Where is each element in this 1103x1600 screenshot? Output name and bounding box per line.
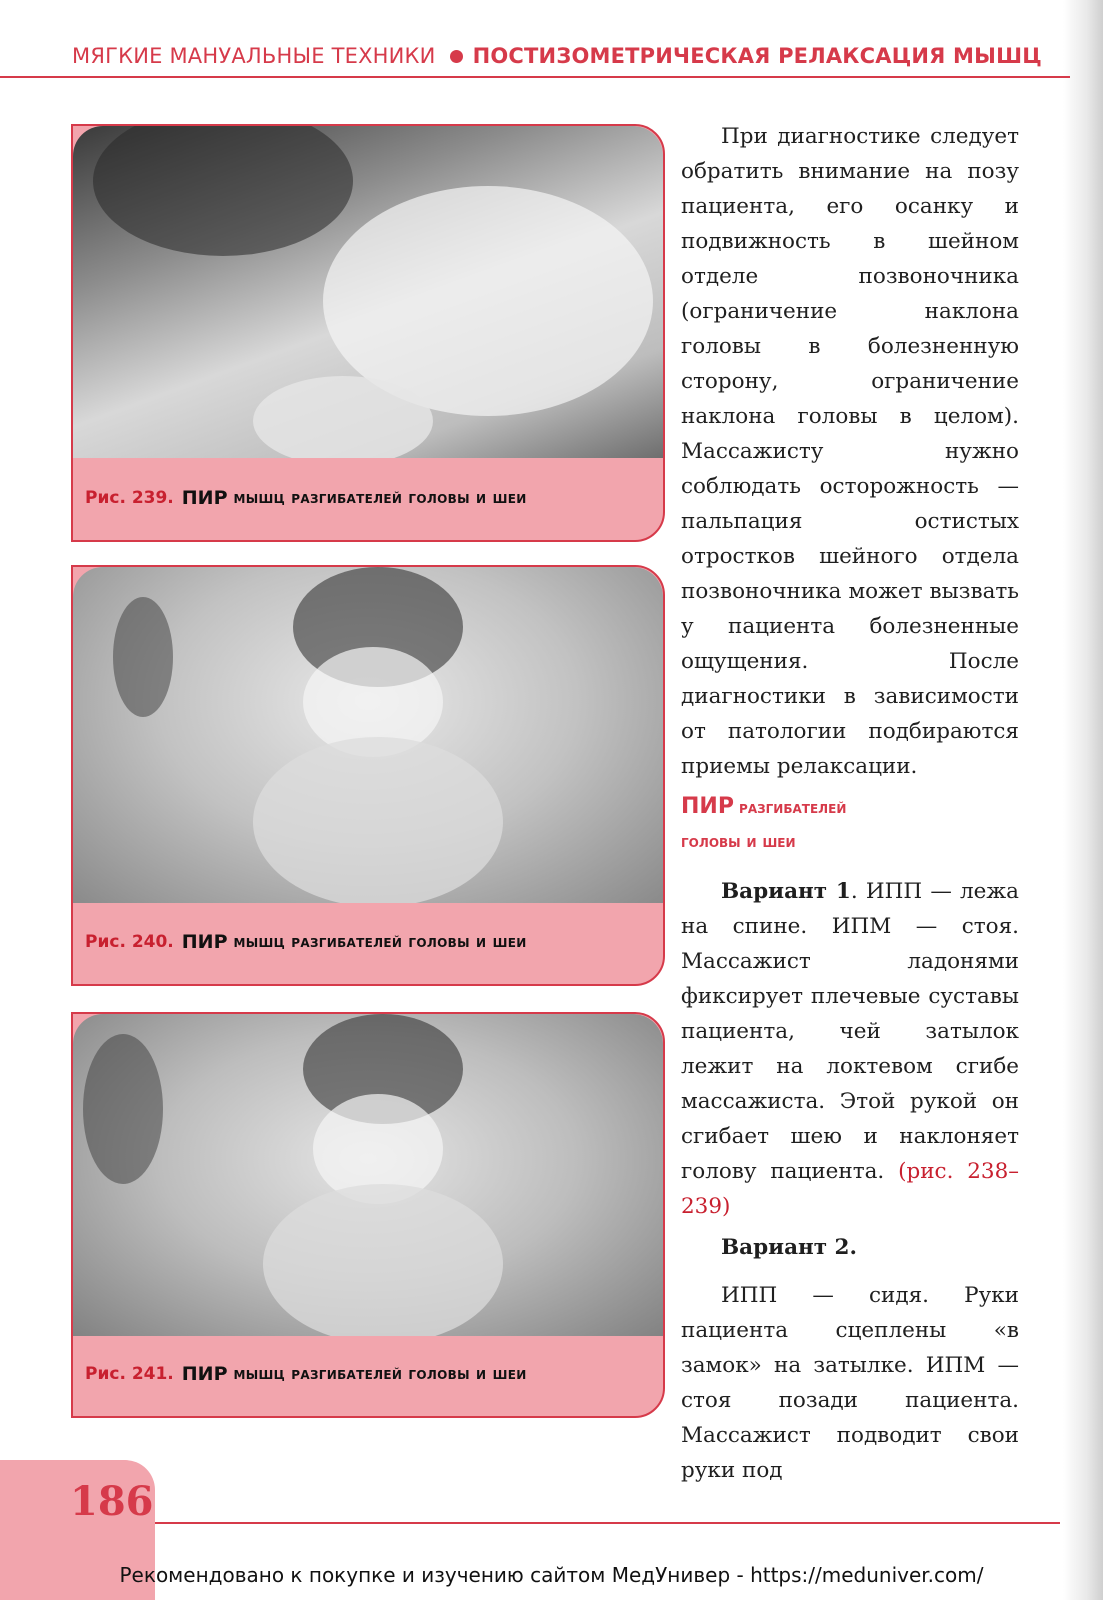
header-rule — [0, 76, 1070, 78]
figure-number: Рис. 240. — [85, 932, 174, 952]
figure-240 — [71, 565, 665, 986]
figure-number: Рис. 241. — [85, 1364, 174, 1384]
variant-1-paragraph — [681, 874, 1019, 1224]
variant-1-label: Вариант 1 — [721, 879, 851, 904]
figure-239-caption — [85, 456, 663, 540]
variant-2-paragraph: ИПП — сидя. Руки пациента сцеплены «в замок» на затылке. ИПМ — стоя позади пациента. Массажист подводит свои руки под — [681, 1283, 1019, 1483]
watermark-text: Рекомендовано к покупке и изучению сайтом МедУнивер - https://meduniver.com/ — [119, 1563, 984, 1587]
variant-2-heading: Вариант 2. — [721, 1235, 858, 1260]
section-subheading — [681, 790, 1021, 859]
variant-2-label: Вариант 2 — [721, 1235, 850, 1260]
page-number: 186 — [70, 1478, 154, 1525]
figure-241-photo — [73, 1014, 663, 1336]
footer-rule — [155, 1522, 1060, 1524]
running-header — [72, 44, 1062, 78]
figure-caption-pir: ПИР — [181, 1363, 228, 1385]
figure-240-photo — [73, 567, 663, 903]
variant-1-figure-ref: (рис. 238–239) — [681, 1159, 1019, 1219]
page-edge-shadow — [1063, 0, 1103, 1600]
header-bullet-icon — [450, 50, 463, 63]
figure-241 — [71, 1012, 665, 1418]
subheading-line-1: разгибателей — [739, 798, 847, 818]
variant-2-heading-block — [681, 1230, 1019, 1265]
intro-paragraph-block — [681, 119, 1019, 784]
figure-number: Рис. 239. — [85, 488, 174, 508]
figure-caption-pir: ПИР — [181, 487, 228, 509]
variant-1-text: . ИПП — лежа на спине. ИПМ — стоя. Массажист ладонями фиксирует плечевые суставы пациента, чей затылок лежит на локтевом сгибе массажиста. Этой рукой он сгибает шею и наклоняет голову пациента. — [681, 879, 1019, 1184]
subheading-pir: ПИР — [681, 794, 734, 819]
figure-241-caption — [85, 1332, 663, 1416]
variant-1-block — [681, 874, 1019, 1224]
header-section-title: МЯГКИЕ МАНУАЛЬНЫЕ ТЕХНИКИ — [72, 44, 436, 68]
figure-240-caption — [85, 900, 663, 984]
figure-caption-text: мышц разгибателей головы и шеи — [233, 932, 527, 952]
subheading-line-2: головы и шеи — [681, 832, 796, 852]
intro-paragraph: При диагностике следует обратить внимание на позу пациента, его осанку и подвижность в шейном отделе позвоночника (ограничение наклона головы в болезненную сторону, ограничение наклона головы в целом). Массажисту нужно соблюдать осторожность — пальпация остистых отростков шейного отдела позвоночника может вызвать у пациента болезненные ощущения. После диагностики в зависимости от патологии подбираются приемы релаксации. — [681, 124, 1019, 779]
variant-2-block — [681, 1278, 1019, 1488]
figure-caption-pir: ПИР — [181, 931, 228, 953]
figure-caption-text: мышц разгибателей головы и шеи — [233, 1364, 527, 1384]
figure-239-photo — [73, 126, 663, 458]
figure-239 — [71, 124, 665, 542]
figure-caption-text: мышц разгибателей головы и шеи — [233, 488, 527, 508]
header-chapter-title: ПОСТИЗОМЕТРИЧЕСКАЯ РЕЛАКСАЦИЯ МЫШЦ — [472, 44, 1042, 68]
